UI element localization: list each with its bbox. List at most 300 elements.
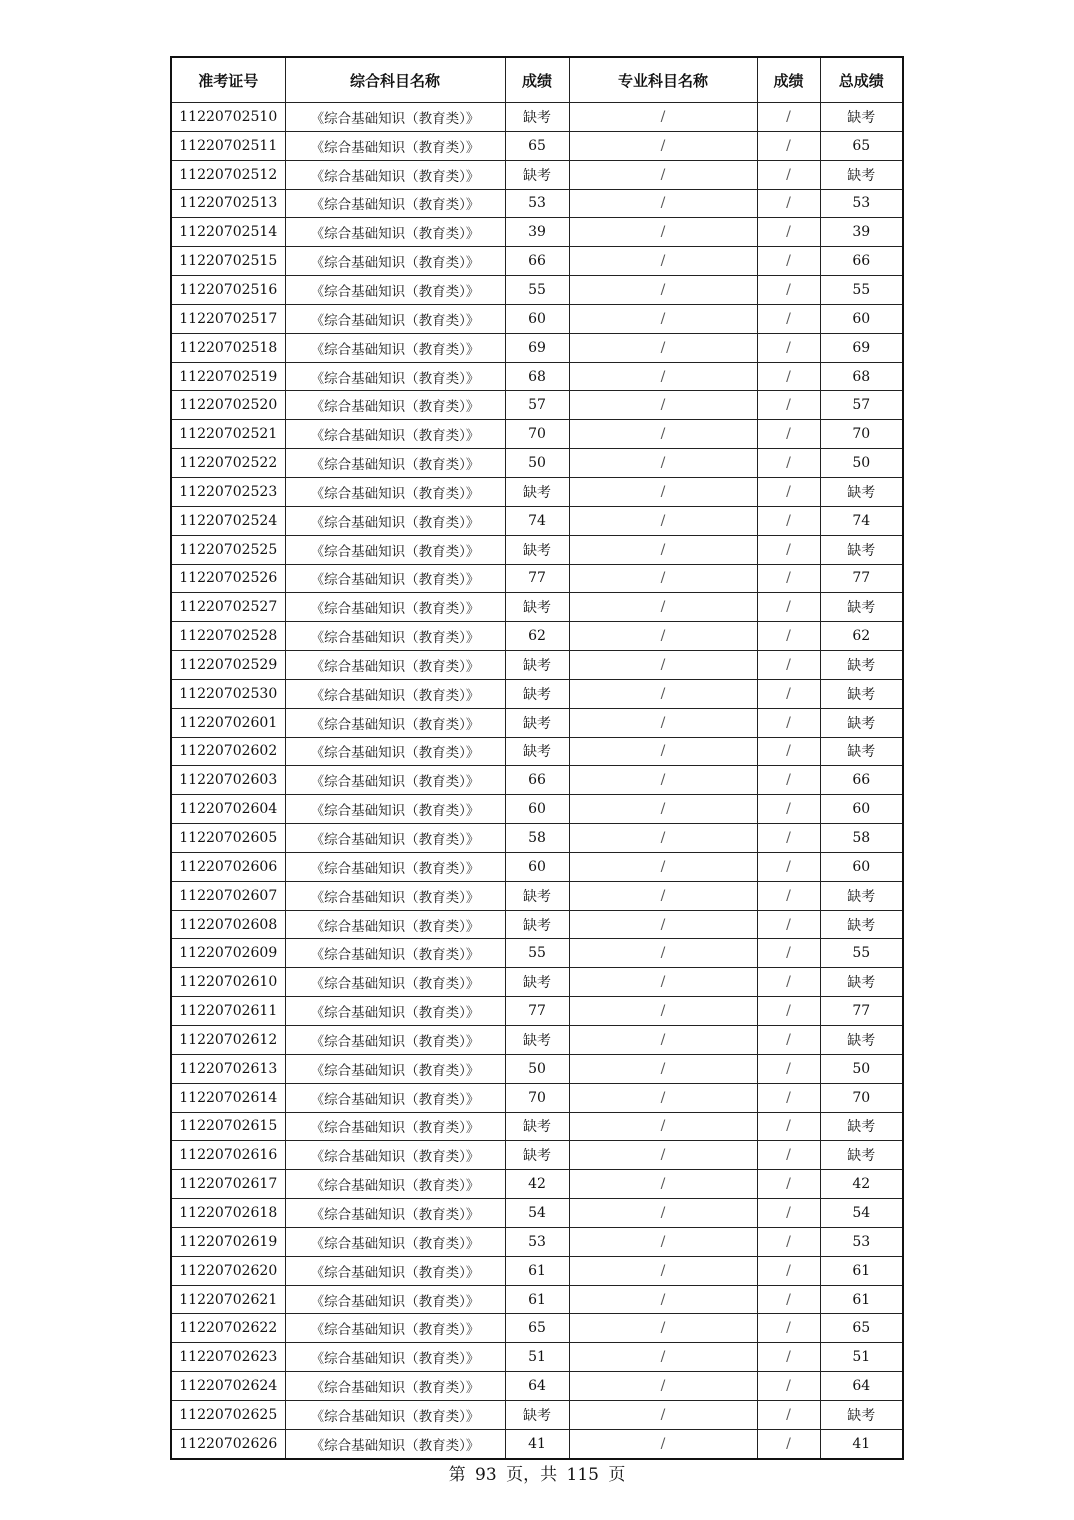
cell-general-score: 缺考: [505, 1026, 569, 1055]
cell-general-subject: 《综合基础知识（教育类）》: [285, 1227, 505, 1256]
cell-general-subject: 《综合基础知识（教育类）》: [285, 1285, 505, 1314]
cell-general-subject: 《综合基础知识（教育类）》: [285, 795, 505, 824]
table-row: [171, 593, 903, 622]
cell-major-subject: /: [569, 679, 757, 708]
cell-exam-id: 11220702527: [171, 593, 285, 622]
cell-major-subject: /: [569, 1083, 757, 1112]
cell-exam-id: 11220702622: [171, 1314, 285, 1343]
cell-major-score: /: [757, 1227, 820, 1256]
cell-general-subject: 《综合基础知识（教育类）》: [285, 910, 505, 939]
cell-general-score: 70: [505, 1083, 569, 1112]
cell-general-subject: 《综合基础知识（教育类）》: [285, 247, 505, 276]
table-row: [171, 362, 903, 391]
cell-general-score: 65: [505, 1314, 569, 1343]
cell-total-score: 缺考: [820, 477, 903, 506]
cell-major-score: /: [757, 708, 820, 737]
cell-general-subject: 《综合基础知识（教育类）》: [285, 477, 505, 506]
cell-total-score: 57: [820, 391, 903, 420]
cell-exam-id: 11220702510: [171, 103, 285, 132]
cell-general-subject: 《综合基础知识（教育类）》: [285, 651, 505, 680]
table-row: [171, 535, 903, 564]
cell-exam-id: 11220702620: [171, 1256, 285, 1285]
table-row: [171, 766, 903, 795]
footer-total-pages: 115: [566, 1465, 599, 1485]
cell-general-subject: 《综合基础知识（教育类）》: [285, 160, 505, 189]
cell-total-score: 65: [820, 131, 903, 160]
table-row: [171, 1256, 903, 1285]
table-row: [171, 420, 903, 449]
cell-general-score: 缺考: [505, 910, 569, 939]
cell-general-score: 缺考: [505, 535, 569, 564]
cell-exam-id: 11220702520: [171, 391, 285, 420]
cell-general-score: 60: [505, 304, 569, 333]
table-row: [171, 276, 903, 305]
cell-major-subject: /: [569, 766, 757, 795]
table-row: [171, 103, 903, 132]
cell-general-subject: 《综合基础知识（教育类）》: [285, 737, 505, 766]
cell-exam-id: 11220702518: [171, 333, 285, 362]
cell-major-subject: /: [569, 1372, 757, 1401]
cell-major-subject: /: [569, 131, 757, 160]
cell-general-subject: 《综合基础知识（教育类）》: [285, 852, 505, 881]
table-row: [171, 1141, 903, 1170]
cell-general-score: 53: [505, 189, 569, 218]
cell-major-score: /: [757, 1343, 820, 1372]
cell-exam-id: 11220702601: [171, 708, 285, 737]
cell-major-score: /: [757, 391, 820, 420]
cell-major-score: /: [757, 910, 820, 939]
cell-exam-id: 11220702513: [171, 189, 285, 218]
table-row: [171, 1285, 903, 1314]
table-row: [171, 622, 903, 651]
cell-major-subject: /: [569, 881, 757, 910]
table-row: [171, 968, 903, 997]
cell-total-score: 缺考: [820, 910, 903, 939]
cell-major-subject: /: [569, 103, 757, 132]
cell-exam-id: 11220702604: [171, 795, 285, 824]
cell-total-score: 53: [820, 1227, 903, 1256]
cell-general-score: 77: [505, 564, 569, 593]
cell-major-score: /: [757, 103, 820, 132]
table-row: [171, 910, 903, 939]
cell-total-score: 54: [820, 1199, 903, 1228]
cell-total-score: 77: [820, 997, 903, 1026]
cell-major-score: /: [757, 968, 820, 997]
cell-exam-id: 11220702529: [171, 651, 285, 680]
cell-general-score: 64: [505, 1372, 569, 1401]
cell-general-score: 41: [505, 1429, 569, 1458]
cell-major-score: /: [757, 1429, 820, 1458]
cell-major-subject: /: [569, 333, 757, 362]
cell-exam-id: 11220702612: [171, 1026, 285, 1055]
table-row: [171, 651, 903, 680]
cell-total-score: 缺考: [820, 881, 903, 910]
cell-major-score: /: [757, 1083, 820, 1112]
cell-major-subject: /: [569, 1285, 757, 1314]
table-row: [171, 247, 903, 276]
cell-general-score: 55: [505, 939, 569, 968]
cell-general-score: 缺考: [505, 708, 569, 737]
table-row: [171, 333, 903, 362]
cell-major-subject: /: [569, 362, 757, 391]
cell-major-subject: /: [569, 1343, 757, 1372]
cell-major-subject: /: [569, 477, 757, 506]
cell-total-score: 66: [820, 247, 903, 276]
cell-major-subject: /: [569, 1026, 757, 1055]
cell-total-score: 55: [820, 276, 903, 305]
cell-general-score: 51: [505, 1343, 569, 1372]
cell-general-subject: 《综合基础知识（教育类）》: [285, 391, 505, 420]
cell-major-score: /: [757, 881, 820, 910]
cell-general-score: 50: [505, 1054, 569, 1083]
cell-major-score: /: [757, 1141, 820, 1170]
table-row: [171, 1170, 903, 1199]
cell-major-score: /: [757, 766, 820, 795]
cell-general-subject: 《综合基础知识（教育类）》: [285, 189, 505, 218]
cell-total-score: 42: [820, 1170, 903, 1199]
cell-general-score: 69: [505, 333, 569, 362]
cell-major-subject: /: [569, 651, 757, 680]
cell-general-subject: 《综合基础知识（教育类）》: [285, 1112, 505, 1141]
table-header-row: [171, 57, 903, 103]
footer-prefix: 第: [448, 1465, 466, 1485]
cell-exam-id: 11220702521: [171, 420, 285, 449]
cell-general-subject: 《综合基础知识（教育类）》: [285, 535, 505, 564]
cell-general-score: 缺考: [505, 593, 569, 622]
cell-total-score: 58: [820, 824, 903, 853]
cell-general-subject: 《综合基础知识（教育类）》: [285, 881, 505, 910]
table-row: [171, 1026, 903, 1055]
cell-general-score: 60: [505, 795, 569, 824]
table-row: [171, 1400, 903, 1429]
cell-total-score: 69: [820, 333, 903, 362]
cell-total-score: 缺考: [820, 1400, 903, 1429]
cell-major-score: /: [757, 189, 820, 218]
cell-major-subject: /: [569, 1112, 757, 1141]
cell-general-subject: 《综合基础知识（教育类）》: [285, 1026, 505, 1055]
cell-general-score: 57: [505, 391, 569, 420]
cell-total-score: 77: [820, 564, 903, 593]
cell-total-score: 53: [820, 189, 903, 218]
cell-general-subject: 《综合基础知识（教育类）》: [285, 564, 505, 593]
cell-exam-id: 11220702623: [171, 1343, 285, 1372]
table-row: [171, 564, 903, 593]
footer-middle: 页，共: [506, 1465, 558, 1485]
table-row: [171, 218, 903, 247]
header-general-score: 成绩: [505, 57, 569, 103]
cell-total-score: 50: [820, 1054, 903, 1083]
cell-major-score: /: [757, 795, 820, 824]
cell-general-subject: 《综合基础知识（教育类）》: [285, 103, 505, 132]
cell-exam-id: 11220702619: [171, 1227, 285, 1256]
cell-major-score: /: [757, 1170, 820, 1199]
cell-general-score: 50: [505, 449, 569, 478]
cell-major-score: /: [757, 131, 820, 160]
cell-general-score: 55: [505, 276, 569, 305]
cell-general-subject: 《综合基础知识（教育类）》: [285, 1199, 505, 1228]
cell-major-subject: /: [569, 535, 757, 564]
cell-total-score: 60: [820, 852, 903, 881]
cell-general-subject: 《综合基础知识（教育类）》: [285, 708, 505, 737]
cell-major-subject: /: [569, 449, 757, 478]
cell-general-score: 74: [505, 506, 569, 535]
cell-total-score: 缺考: [820, 968, 903, 997]
cell-major-score: /: [757, 1285, 820, 1314]
cell-general-subject: 《综合基础知识（教育类）》: [285, 1083, 505, 1112]
cell-exam-id: 11220702514: [171, 218, 285, 247]
cell-exam-id: 11220702519: [171, 362, 285, 391]
cell-total-score: 缺考: [820, 708, 903, 737]
cell-major-score: /: [757, 477, 820, 506]
header-major-subject: 专业科目名称: [569, 57, 757, 103]
cell-exam-id: 11220702618: [171, 1199, 285, 1228]
cell-major-score: /: [757, 997, 820, 1026]
cell-major-score: /: [757, 679, 820, 708]
cell-major-score: /: [757, 737, 820, 766]
cell-major-score: /: [757, 1112, 820, 1141]
cell-major-subject: /: [569, 824, 757, 853]
cell-exam-id: 11220702611: [171, 997, 285, 1026]
cell-total-score: 60: [820, 795, 903, 824]
cell-exam-id: 11220702606: [171, 852, 285, 881]
cell-exam-id: 11220702530: [171, 679, 285, 708]
cell-major-subject: /: [569, 276, 757, 305]
cell-major-score: /: [757, 852, 820, 881]
cell-major-score: /: [757, 420, 820, 449]
cell-major-score: /: [757, 622, 820, 651]
cell-general-subject: 《综合基础知识（教育类）》: [285, 218, 505, 247]
cell-major-subject: /: [569, 1314, 757, 1343]
cell-major-score: /: [757, 160, 820, 189]
cell-general-subject: 《综合基础知识（教育类）》: [285, 1314, 505, 1343]
table-row: [171, 1112, 903, 1141]
cell-major-subject: /: [569, 247, 757, 276]
cell-major-score: /: [757, 247, 820, 276]
cell-major-subject: /: [569, 910, 757, 939]
cell-general-subject: 《综合基础知识（教育类）》: [285, 997, 505, 1026]
cell-total-score: 65: [820, 1314, 903, 1343]
cell-general-score: 缺考: [505, 1141, 569, 1170]
cell-major-score: /: [757, 449, 820, 478]
header-total-score: 总成绩: [820, 57, 903, 103]
cell-general-subject: 《综合基础知识（教育类）》: [285, 622, 505, 651]
cell-exam-id: 11220702625: [171, 1400, 285, 1429]
cell-total-score: 61: [820, 1256, 903, 1285]
cell-major-score: /: [757, 276, 820, 305]
cell-general-score: 42: [505, 1170, 569, 1199]
cell-general-score: 缺考: [505, 881, 569, 910]
cell-general-subject: 《综合基础知识（教育类）》: [285, 1170, 505, 1199]
cell-major-subject: /: [569, 1054, 757, 1083]
cell-major-score: /: [757, 593, 820, 622]
cell-major-score: /: [757, 304, 820, 333]
cell-general-score: 缺考: [505, 737, 569, 766]
cell-exam-id: 11220702602: [171, 737, 285, 766]
table-row: [171, 997, 903, 1026]
cell-exam-id: 11220702608: [171, 910, 285, 939]
cell-major-subject: /: [569, 968, 757, 997]
cell-exam-id: 11220702515: [171, 247, 285, 276]
cell-total-score: 缺考: [820, 160, 903, 189]
cell-exam-id: 11220702525: [171, 535, 285, 564]
table-row: [171, 881, 903, 910]
cell-total-score: 51: [820, 1343, 903, 1372]
cell-general-subject: 《综合基础知识（教育类）》: [285, 1372, 505, 1401]
cell-total-score: 缺考: [820, 1141, 903, 1170]
cell-general-subject: 《综合基础知识（教育类）》: [285, 1054, 505, 1083]
cell-exam-id: 11220702617: [171, 1170, 285, 1199]
cell-general-score: 53: [505, 1227, 569, 1256]
cell-total-score: 缺考: [820, 737, 903, 766]
cell-major-score: /: [757, 651, 820, 680]
cell-general-score: 61: [505, 1256, 569, 1285]
cell-total-score: 缺考: [820, 1112, 903, 1141]
footer-suffix: 页: [608, 1465, 626, 1485]
cell-general-subject: 《综合基础知识（教育类）》: [285, 766, 505, 795]
cell-general-score: 77: [505, 997, 569, 1026]
page-footer: [0, 1460, 1074, 1485]
cell-major-score: /: [757, 564, 820, 593]
cell-general-score: 66: [505, 247, 569, 276]
cell-general-score: 70: [505, 420, 569, 449]
cell-major-subject: /: [569, 997, 757, 1026]
table-row: [171, 1227, 903, 1256]
cell-total-score: 70: [820, 1083, 903, 1112]
cell-major-score: /: [757, 1256, 820, 1285]
cell-general-score: 58: [505, 824, 569, 853]
cell-exam-id: 11220702526: [171, 564, 285, 593]
cell-general-subject: 《综合基础知识（教育类）》: [285, 1343, 505, 1372]
table-row: [171, 189, 903, 218]
table-row: [171, 1372, 903, 1401]
cell-total-score: 50: [820, 449, 903, 478]
cell-major-subject: /: [569, 160, 757, 189]
cell-total-score: 64: [820, 1372, 903, 1401]
cell-general-subject: 《综合基础知识（教育类）》: [285, 1429, 505, 1458]
cell-major-score: /: [757, 1314, 820, 1343]
cell-major-subject: /: [569, 1400, 757, 1429]
cell-total-score: 缺考: [820, 535, 903, 564]
table-row: [171, 391, 903, 420]
cell-general-subject: 《综合基础知识（教育类）》: [285, 679, 505, 708]
cell-total-score: 缺考: [820, 593, 903, 622]
cell-major-subject: /: [569, 1227, 757, 1256]
cell-general-subject: 《综合基础知识（教育类）》: [285, 939, 505, 968]
cell-general-score: 62: [505, 622, 569, 651]
cell-exam-id: 11220702523: [171, 477, 285, 506]
cell-exam-id: 11220702605: [171, 824, 285, 853]
cell-major-subject: /: [569, 506, 757, 535]
cell-general-score: 缺考: [505, 679, 569, 708]
cell-exam-id: 11220702626: [171, 1429, 285, 1458]
cell-general-subject: 《综合基础知识（教育类）》: [285, 593, 505, 622]
cell-general-score: 54: [505, 1199, 569, 1228]
table-body: [171, 103, 903, 1459]
cell-general-subject: 《综合基础知识（教育类）》: [285, 824, 505, 853]
cell-major-score: /: [757, 1372, 820, 1401]
cell-general-score: 缺考: [505, 968, 569, 997]
cell-total-score: 缺考: [820, 679, 903, 708]
table-row: [171, 131, 903, 160]
cell-general-subject: 《综合基础知识（教育类）》: [285, 449, 505, 478]
cell-general-score: 61: [505, 1285, 569, 1314]
cell-major-subject: /: [569, 391, 757, 420]
cell-exam-id: 11220702512: [171, 160, 285, 189]
cell-general-subject: 《综合基础知识（教育类）》: [285, 333, 505, 362]
cell-major-score: /: [757, 939, 820, 968]
cell-total-score: 66: [820, 766, 903, 795]
cell-exam-id: 11220702528: [171, 622, 285, 651]
cell-general-score: 65: [505, 131, 569, 160]
cell-exam-id: 11220702609: [171, 939, 285, 968]
cell-total-score: 缺考: [820, 651, 903, 680]
cell-general-score: 缺考: [505, 477, 569, 506]
table-row: [171, 449, 903, 478]
cell-general-subject: 《综合基础知识（教育类）》: [285, 304, 505, 333]
cell-general-score: 缺考: [505, 1112, 569, 1141]
cell-general-score: 66: [505, 766, 569, 795]
cell-major-subject: /: [569, 1429, 757, 1458]
footer-current-page: 93: [475, 1465, 497, 1485]
cell-total-score: 62: [820, 622, 903, 651]
cell-general-subject: 《综合基础知识（教育类）》: [285, 1256, 505, 1285]
cell-total-score: 41: [820, 1429, 903, 1458]
cell-major-subject: /: [569, 420, 757, 449]
cell-total-score: 68: [820, 362, 903, 391]
cell-major-subject: /: [569, 737, 757, 766]
cell-exam-id: 11220702613: [171, 1054, 285, 1083]
cell-general-subject: 《综合基础知识（教育类）》: [285, 506, 505, 535]
cell-total-score: 74: [820, 506, 903, 535]
cell-general-subject: 《综合基础知识（教育类）》: [285, 131, 505, 160]
cell-major-score: /: [757, 1199, 820, 1228]
table-row: [171, 795, 903, 824]
cell-exam-id: 11220702624: [171, 1372, 285, 1401]
table-row: [171, 737, 903, 766]
cell-general-score: 缺考: [505, 1400, 569, 1429]
cell-exam-id: 11220702516: [171, 276, 285, 305]
table-row: [171, 506, 903, 535]
cell-general-subject: 《综合基础知识（教育类）》: [285, 1400, 505, 1429]
cell-major-subject: /: [569, 852, 757, 881]
cell-major-score: /: [757, 824, 820, 853]
table-row: [171, 679, 903, 708]
cell-total-score: 缺考: [820, 1026, 903, 1055]
cell-total-score: 39: [820, 218, 903, 247]
cell-general-subject: 《综合基础知识（教育类）》: [285, 968, 505, 997]
cell-major-subject: /: [569, 708, 757, 737]
table-row: [171, 477, 903, 506]
cell-general-score: 68: [505, 362, 569, 391]
table-row: [171, 1343, 903, 1372]
cell-major-subject: /: [569, 189, 757, 218]
table-row: [171, 708, 903, 737]
cell-major-score: /: [757, 218, 820, 247]
cell-major-subject: /: [569, 622, 757, 651]
cell-exam-id: 11220702603: [171, 766, 285, 795]
cell-major-subject: /: [569, 304, 757, 333]
table-row: [171, 1083, 903, 1112]
header-exam-id: 准考证号: [171, 57, 285, 103]
table-row: [171, 1199, 903, 1228]
cell-major-subject: /: [569, 795, 757, 824]
cell-major-subject: /: [569, 1256, 757, 1285]
cell-general-subject: 《综合基础知识（教育类）》: [285, 1141, 505, 1170]
cell-exam-id: 11220702621: [171, 1285, 285, 1314]
cell-major-subject: /: [569, 1199, 757, 1228]
table-row: [171, 304, 903, 333]
cell-major-subject: /: [569, 593, 757, 622]
